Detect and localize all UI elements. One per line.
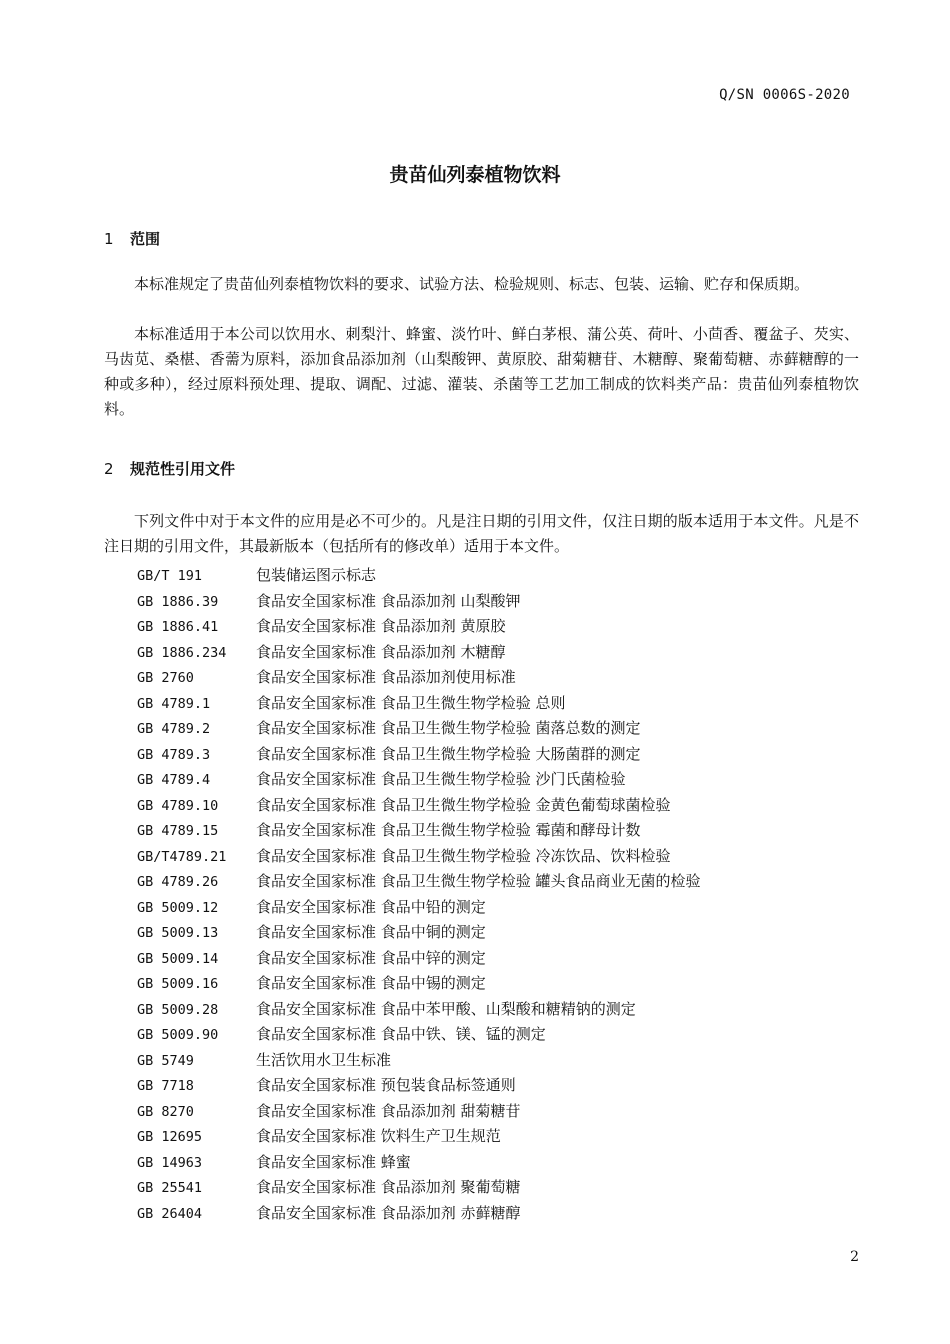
reference-item [137,895,701,921]
reference-title: 食品安全国家标准 食品卫生微生物学检验 总则 [256,693,566,712]
reference-title: 生活饮用水卫生标准 [256,1050,392,1069]
reference-code: GB 25541 [137,1180,203,1196]
reference-title: 食品安全国家标准 食品卫生微生物学检验 罐头食品商业无菌的检验 [256,872,701,890]
reference-item [137,920,701,946]
reference-code: GB 5009.13 [137,925,219,941]
reference-title: 食品安全国家标准 食品中锡的测定 [256,974,486,992]
reference-code: GB 4789.26 [137,874,219,890]
reference-title: 食品安全国家标准 食品添加剂 木糖醇 [256,642,506,661]
reference-item [137,869,701,895]
reference-code: GB 1886.39 [137,593,219,610]
reference-title: 食品安全国家标准 蜂蜜 [256,1152,411,1171]
reference-code: GB 4789.15 [137,823,219,839]
reference-item [137,818,701,844]
reference-title: 食品安全国家标准 食品添加剂 聚葡萄糖 [256,1178,521,1196]
section-2-title: 规范性引用文件 [130,460,236,478]
reference-code: GB 12695 [137,1129,203,1145]
reference-code: GB 5009.12 [137,899,219,916]
reference-title: 食品安全国家标准 食品卫生微生物学检验 金黄色葡萄球菌检验 [256,795,671,814]
reference-code: GB 1886.234 [137,644,227,661]
reference-title: 食品安全国家标准 食品卫生微生物学检验 沙门氏菌检验 [256,770,626,788]
reference-code: GB/T4789.21 [137,848,227,865]
section-1-number: 1 [104,230,114,248]
reference-item [137,844,701,870]
reference-code: GB 4789.1 [137,695,211,712]
reference-title: 食品安全国家标准 饮料生产卫生规范 [256,1127,501,1145]
reference-item [137,716,701,742]
reference-title: 食品安全国家标准 预包装食品标签通则 [256,1076,516,1094]
reference-code: GB/T 191 [137,568,203,584]
reference-item [137,997,701,1023]
reference-code: GB 14963 [137,1154,203,1171]
normative-references-list [137,563,701,1226]
reference-item [137,691,701,717]
section-2-heading [104,458,235,479]
section-1-title: 范围 [130,230,161,248]
reference-item [137,767,701,793]
reference-title: 食品安全国家标准 食品卫生微生物学检验 冷冻饮品、饮料检验 [256,846,671,865]
reference-code: GB 4789.2 [137,721,211,737]
section-2-paragraph-1: 下列文件中对于本文件的应用是必不可少的。凡是注日期的引用文件，仅注日期的版本适用于本文件。凡是不注日期的引用文件，其最新版本（包括所有的修改单）适用于本文件。 [104,512,859,555]
reference-item [137,640,701,666]
page-number: 2 [850,1249,859,1265]
reference-title: 食品安全国家标准 食品中铁、镁、锰的测定 [256,1025,546,1043]
reference-item [137,1022,701,1048]
section-1-heading [104,228,160,249]
reference-item [137,971,701,997]
reference-item [137,1048,701,1074]
reference-item [137,742,701,768]
document-title: 贵苗仙列泰植物饮料 [389,164,561,186]
reference-title: 包装储运图示标志 [256,566,377,584]
reference-code: GB 5009.90 [137,1027,219,1043]
reference-code: GB 7718 [137,1078,194,1094]
reference-code: GB 4789.4 [137,772,211,788]
reference-code: GB 26404 [137,1205,203,1222]
reference-title: 食品安全国家标准 食品添加剂 黄原胶 [256,617,506,635]
document-code: Q/SN 0006S-2020 [719,87,850,103]
section-1-paragraph-1: 本标准规定了贵苗仙列泰植物饮料的要求、试验方法、检验规则、标志、包装、运输、贮存和保质期。 [134,275,810,293]
reference-code: GB 1886.41 [137,619,219,635]
reference-item [137,589,701,615]
reference-title: 食品安全国家标准 食品添加剂 赤藓糖醇 [256,1203,521,1222]
reference-title: 食品安全国家标准 食品中苯甲酸、山梨酸和糖精钠的测定 [256,999,636,1018]
reference-item [137,1099,701,1125]
reference-title: 食品安全国家标准 食品添加剂 甜菊糖苷 [256,1101,521,1120]
reference-title: 食品安全国家标准 食品中铅的测定 [256,897,486,916]
reference-code: GB 4789.10 [137,797,219,814]
reference-code: GB 5009.16 [137,976,219,992]
reference-code: GB 5009.14 [137,950,219,967]
reference-item [137,1175,701,1201]
reference-title: 食品安全国家标准 食品卫生微生物学检验 菌落总数的测定 [256,719,641,737]
reference-title: 食品安全国家标准 食品中锌的测定 [256,948,486,967]
reference-code: GB 4789.3 [137,746,211,763]
reference-title: 食品安全国家标准 食品添加剂 山梨酸钾 [256,591,521,610]
reference-title: 食品安全国家标准 食品添加剂使用标准 [256,668,516,686]
reference-code: GB 5749 [137,1052,194,1069]
section-1-paragraph-2: 本标准适用于本公司以饮用水、刺梨汁、蜂蜜、淡竹叶、鲜白茅根、蒲公英、荷叶、小茴香、覆盆子、芡实、马齿苋、桑椹、香薷为原料，添加食品添加剂（山梨酸钾、黄原胶、甜菊糖苷、木糖醇、聚葡萄糖、赤藓糖醇的一种或多种），经过原料预处理、提取、调配、过滤、灌装、杀菌等工艺加工制成的饮料类产品：贵苗仙列泰植物饮料。 [104,325,859,418]
reference-code: GB 8270 [137,1103,194,1120]
reference-item [137,1201,701,1227]
reference-title: 食品安全国家标准 食品卫生微生物学检验 大肠菌群的测定 [256,744,641,763]
reference-title: 食品安全国家标准 食品卫生微生物学检验 霉菌和酵母计数 [256,821,641,839]
reference-code: GB 5009.28 [137,1001,219,1018]
reference-item [137,1124,701,1150]
reference-item [137,614,701,640]
reference-item [137,793,701,819]
reference-title: 食品安全国家标准 食品中铜的测定 [256,923,486,941]
reference-code: GB 2760 [137,670,194,686]
section-2-number: 2 [104,460,114,478]
reference-item [137,946,701,972]
reference-item [137,563,701,589]
reference-item [137,1150,701,1176]
reference-item [137,665,701,691]
reference-item [137,1073,701,1099]
